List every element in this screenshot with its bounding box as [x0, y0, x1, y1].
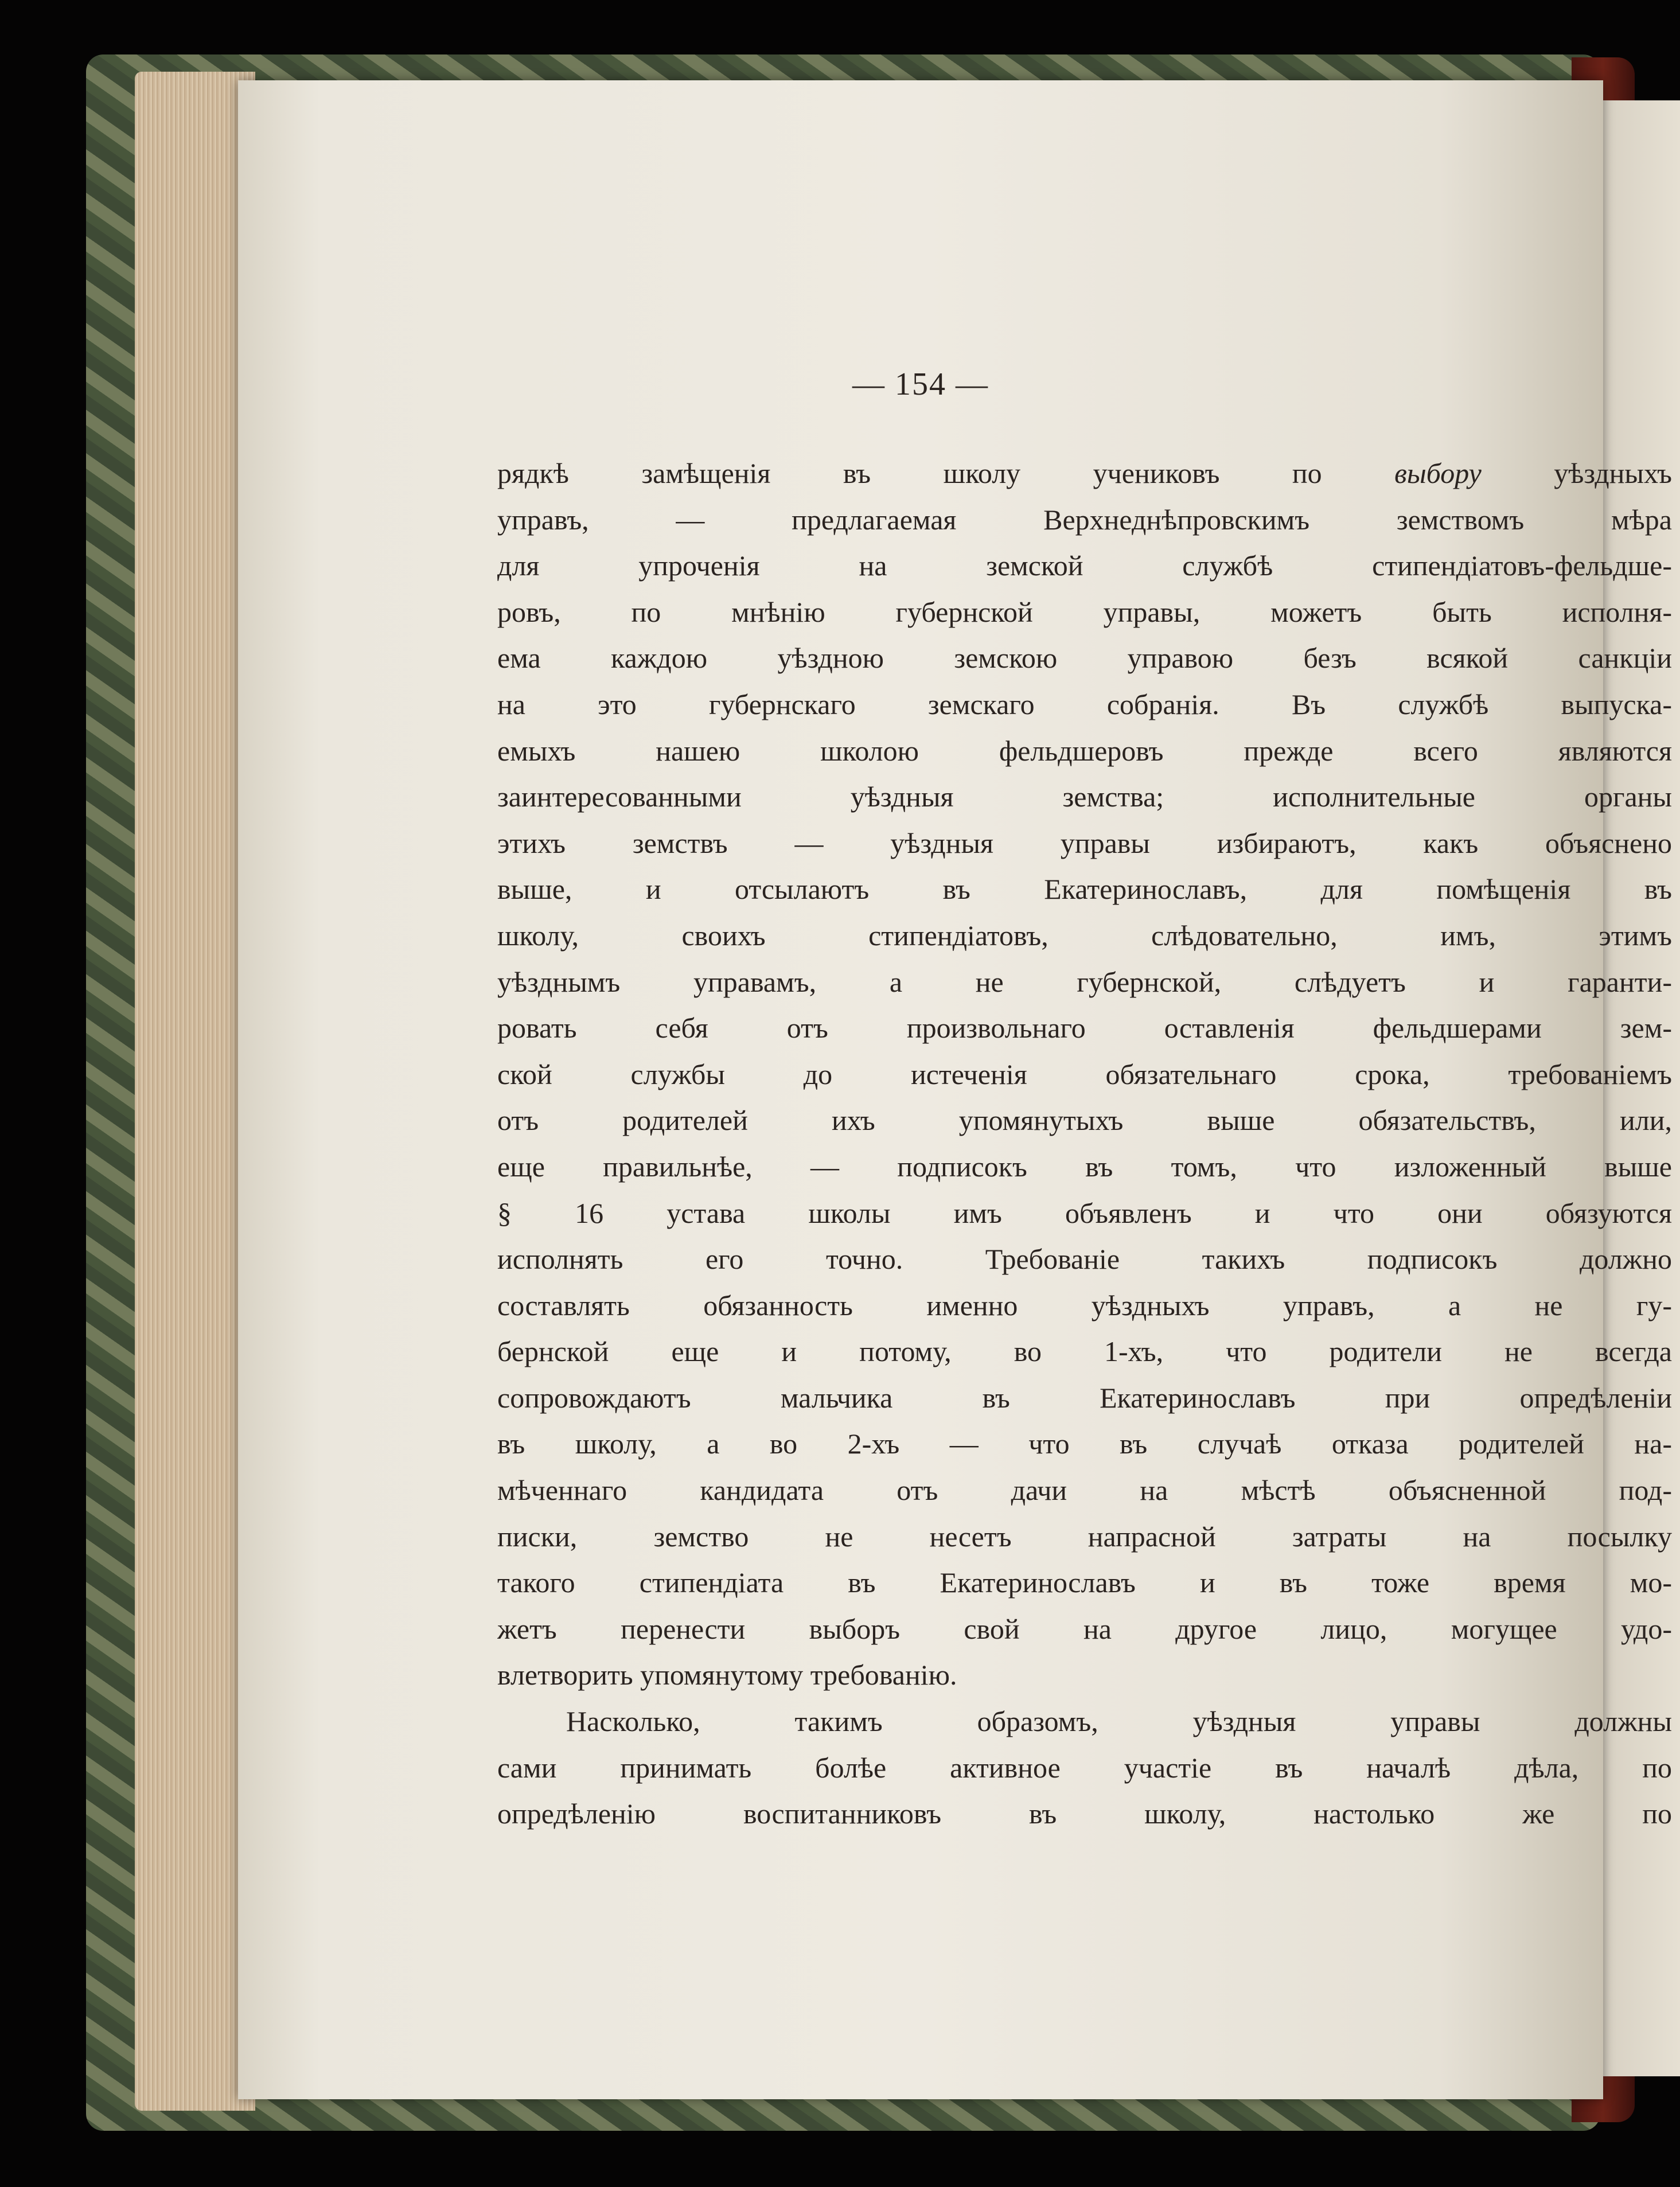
- page-number: — 154 —: [852, 367, 989, 402]
- text-line: исполнять его точно. Требованіе такихъ подписокъ должно: [497, 1243, 1672, 1276]
- text-line: емыхъ нашею школою фельдшеровъ прежде всего являются: [497, 734, 1672, 767]
- body-text: [497, 450, 1672, 1837]
- text-line: школу, своихъ стипендіатовъ, слѣдовательно, имъ, этимъ: [497, 919, 1672, 952]
- text-line: для упроченія на земской службѣ стипендіатовъ-фельдше-: [497, 549, 1672, 582]
- text-line: сопровождаютъ мальчика въ Екатеринославъ при опредѣленіи: [497, 1381, 1672, 1414]
- italic-word: выбору: [1394, 457, 1482, 489]
- text-line: управъ, — предлагаемая Верхнеднѣпровскимъ земствомъ мѣра: [497, 503, 1672, 536]
- text-line: заинтересованными уѣздныя земства; исполнительные органы: [497, 781, 1672, 813]
- text-line: еще правильнѣе, — подписокъ въ томъ, что изложенный выше: [497, 1150, 1672, 1183]
- text-line: ровъ, по мнѣнію губернской управы, можетъ быть исполня-: [497, 595, 1672, 628]
- text-line: выше, и отсылаютъ въ Екатеринославъ, для помѣщенія въ: [497, 873, 1672, 906]
- text-line: мѣченнаго кандидата отъ дачи на мѣстѣ объясненной под-: [497, 1474, 1672, 1507]
- paragraph-end-line: влетворить упомянутому требованію.: [497, 1659, 957, 1691]
- text-line: составлять обязанность именно уѣздныхъ управъ, а не гу-: [497, 1289, 1672, 1321]
- text-line: ской службы до истеченія обязательнаго срока, требованіемъ: [497, 1058, 1672, 1090]
- text-line: бернской еще и потому, во 1-хъ, что родители не всегда: [497, 1335, 1672, 1368]
- book-page: [238, 80, 1672, 2099]
- text-line: жетъ перенести выборъ свой на другое лицо, могущее удо-: [497, 1612, 1672, 1645]
- page-edges: [135, 72, 255, 2111]
- text-line: отъ родителей ихъ упомянутыхъ выше обязательствъ, или,: [497, 1104, 1672, 1137]
- text-line-1: рядкѣ замѣщенія въ школу учениковъ по выбору уѣздныхъ: [497, 457, 1672, 489]
- text-line: § 16 устава школы имъ объявленъ и что они обязуются: [497, 1196, 1672, 1229]
- text-line: въ школу, а во 2-хъ — что въ случаѣ отказа родителей на-: [497, 1428, 1672, 1460]
- text-line: ема каждою уѣздною земскою управою безъ всякой санкціи: [497, 642, 1672, 675]
- text-line: уѣзднымъ управамъ, а не губернской, слѣдуетъ и гаранти-: [497, 965, 1672, 998]
- text-line: сами принимать болѣе активное участіе въ началѣ дѣла, по: [497, 1751, 1672, 1784]
- text-line: писки, земство не несетъ напрасной затраты на посылку: [497, 1520, 1672, 1553]
- paragraph-start-line: Насколько, такимъ образомъ, уѣздныя управы должны: [566, 1705, 1672, 1738]
- text-line: на это губернскаго земскаго собранія. Въ службѣ выпуска-: [497, 688, 1672, 720]
- text-line: ровать себя отъ произвольнаго оставленія фельдшерами зем-: [497, 1012, 1672, 1044]
- text-line: опредѣленію воспитанниковъ въ школу, настолько же по: [497, 1798, 1672, 1830]
- text-line: такого стипендіата въ Екатеринославъ и въ тоже время мо-: [497, 1566, 1672, 1599]
- text-line: этихъ земствъ — уѣздныя управы избираютъ, какъ объяснено: [497, 827, 1672, 859]
